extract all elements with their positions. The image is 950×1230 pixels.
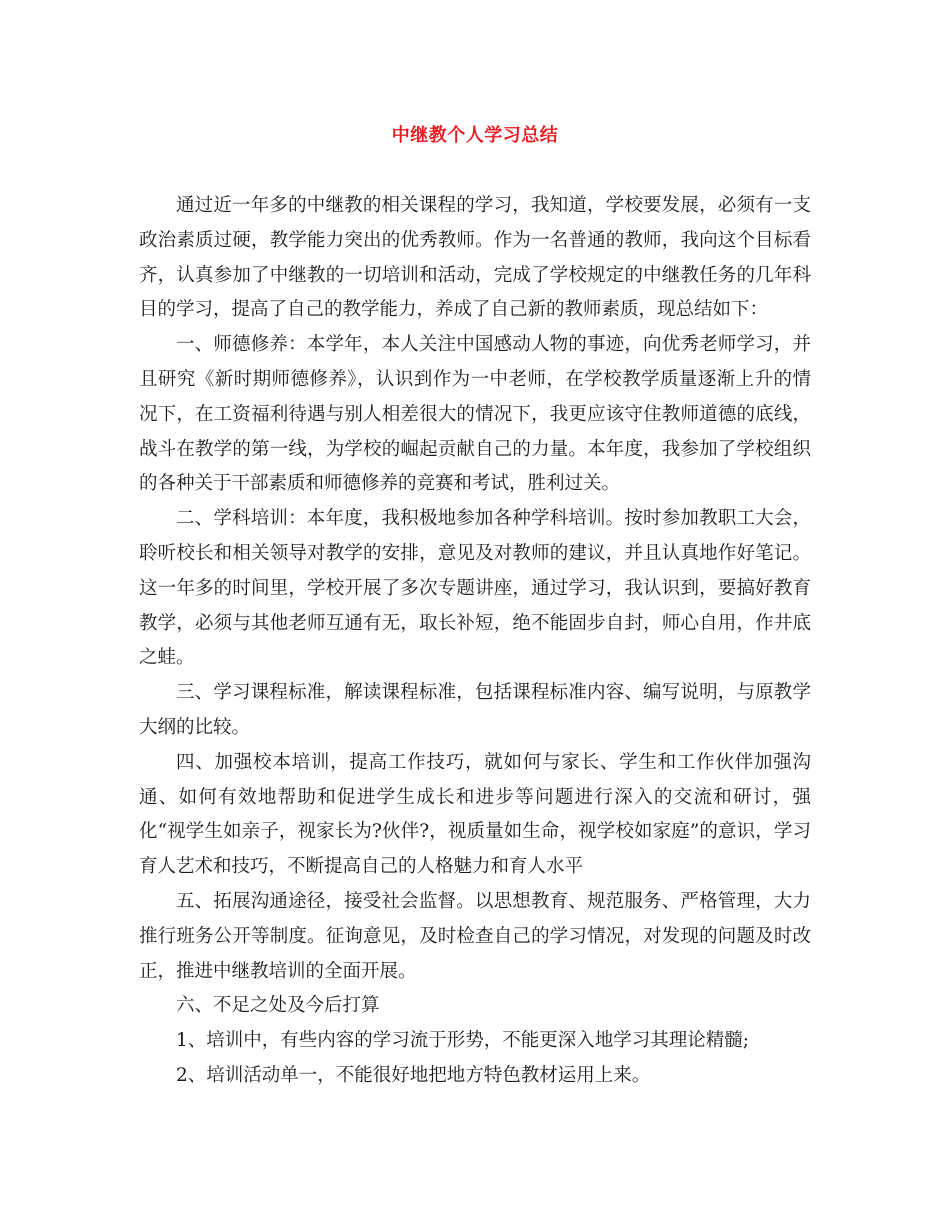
- document-title: 中继教个人学习总结: [391, 125, 559, 146]
- paragraph-ethics: 一、师德修养：本学年，本人关注中国感动人物的事迹，向优秀老师学习，并且研究《新时期师德修养》，认识到作为一中老师，在学校教学质量逐渐上升的情况下，在工资福利待遇与别人相差很大的情况下，我更应该守住教师道德的底线，战斗在教学的第一线，为学校的崛起贡献自己的力量。本年度，我参加了学校组织的各种关于干部素质和师德修养的竞赛和考试，胜利过关。: [139, 334, 811, 495]
- paragraph-shortcomings-heading: 六、不足之处及今后打算: [176, 995, 380, 1017]
- paragraph-intro: 通过近一年多的中继教的相关课程的学习，我知道，学校要发展，必须有一支政治素质过硬，教学能力突出的优秀教师。作为一名普通的教师，我向这个目标看齐，认真参加了中继教的一切培训和活动，完成了学校规定的中继教任务的几年科目的学习，提高了自己的教学能力，养成了自己新的教师素质，现总结如下：: [139, 195, 811, 321]
- paragraph-shortcoming-2: 2、培训活动单一，不能很好地把地方特色教材运用上来。: [176, 1064, 651, 1086]
- document-body: [139, 189, 811, 1094]
- paragraph-communication: 五、拓展沟通途径，接受社会监督。以思想教育、规范服务、严格管理，大力推行班务公开等制度。征询意见，及时检查自己的学习情况，对发现的问题及时改正，推进中继教培训的全面开展。: [139, 890, 811, 982]
- paragraph-school-training: 四、加强校本培训，提高工作技巧，就如何与家长、学生和工作伙伴加强沟通、如何有效地帮助和促进学生成长和进步等问题进行深入的交流和研讨，强化“视学生如亲子，视家长为?伙伴?，视质量如生命，视学校如家庭”的意识，学习育人艺术和技巧，不断提高自己的人格魅力和育人水平: [139, 751, 811, 878]
- paragraph-shortcoming-1: 1、培训中，有些内容的学习流于形势，不能更深入地学习其理论精髓;: [176, 1030, 750, 1052]
- paragraph-subject-training: 二、学科培训：本年度，我积极地参加各种学科培训。按时参加教职工大会，聆听校长和相关领导对教学的安排，意见及对教师的建议，并且认真地作好笔记。这一年多的时间里，学校开展了多次专题讲座，通过学习，我认识到，要搞好教育教学，必须与其他老师互通有无，取长补短，绝不能固步自封，师心自用，作井底之蛙。: [139, 508, 811, 669]
- paragraph-curriculum-standard: 三、学习课程标准，解读课程标准，包括课程标准内容、编写说明，与原教学大纲的比较。: [139, 682, 811, 738]
